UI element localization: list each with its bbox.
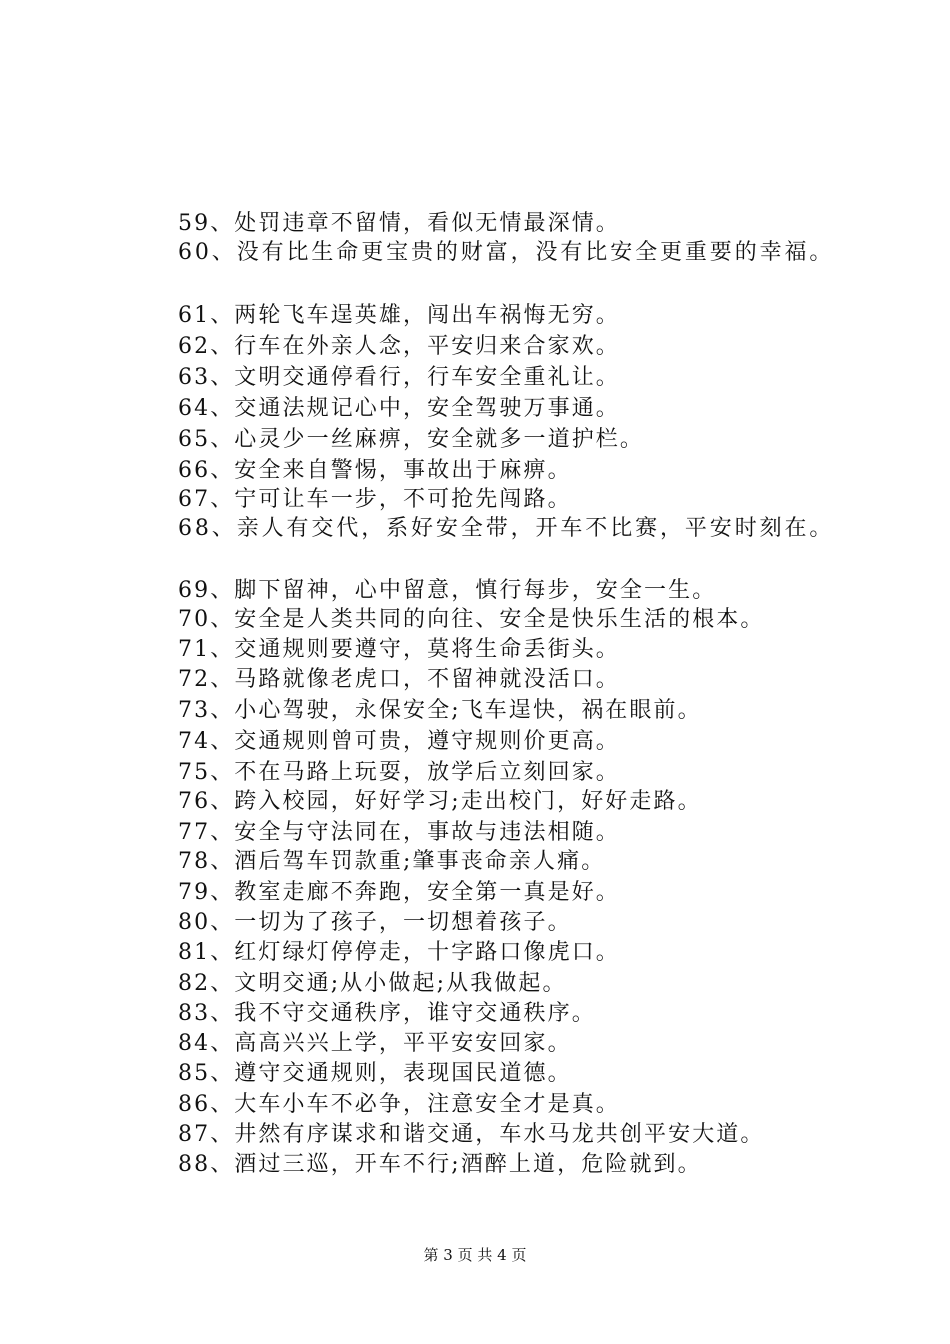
slogan-line: 72、马路就像老虎口，不留神就没活口。 — [178, 667, 620, 692]
slogan-line: 79、教室走廊不奔跑，安全第一真是好。 — [178, 880, 620, 905]
slogan-line: 84、高高兴兴上学，平平安安回家。 — [178, 1031, 572, 1056]
slogan-line: 70、安全是人类共同的向往、安全是快乐生活的根本。 — [178, 607, 765, 632]
slogan-line: 76、跨入校园，好好学习;走出校门，好好走路。 — [178, 789, 702, 814]
slogan-line: 69、脚下留神，心中留意，慎行每步，安全一生。 — [178, 578, 717, 603]
slogan-line: 59、处罚违章不留情，看似无情最深情。 — [178, 211, 620, 236]
slogan-line: 63、文明交通停看行，行车安全重礼让。 — [178, 365, 620, 390]
slogan-line: 75、不在马路上玩耍，放学后立刻回家。 — [178, 760, 620, 785]
slogan-line: 61、两轮飞车逞英雄，闯出车祸悔无穷。 — [178, 303, 620, 328]
slogan-line: 77、安全与守法同在，事故与违法相随。 — [178, 820, 620, 845]
slogan-line: 82、文明交通;从小做起;从我做起。 — [178, 971, 567, 996]
slogan-line: 81、红灯绿灯停停走，十字路口像虎口。 — [178, 940, 620, 965]
slogan-line: 78、酒后驾车罚款重;肇事丧命亲人痛。 — [178, 849, 606, 874]
slogan-line: 71、交通规则要遵守，莫将生命丢街头。 — [178, 637, 620, 662]
page-number-footer: 第 3 页 共 4 页 — [423, 1246, 527, 1264]
slogan-line: 86、大车小车不必争，注意安全才是真。 — [178, 1092, 620, 1117]
slogan-line: 73、小心驾驶，永保安全;飞车逞快，祸在眼前。 — [178, 698, 702, 723]
slogan-line: 68、亲人有交代，系好安全带，开车不比赛，平安时刻在。 — [178, 516, 835, 541]
slogan-line: 64、交通法规记心中，安全驾驶万事通。 — [178, 396, 620, 421]
slogan-line: 88、酒过三巡，开车不行;酒醉上道，危险就到。 — [178, 1152, 702, 1177]
slogan-line: 62、行车在外亲人念，平安归来合家欢。 — [178, 334, 620, 359]
slogan-line: 83、我不守交通秩序，谁守交通秩序。 — [178, 1001, 596, 1026]
slogan-line: 80、一切为了孩子，一切想着孩子。 — [178, 910, 572, 935]
slogan-line: 66、安全来自警惕，事故出于麻痹。 — [178, 458, 572, 483]
slogan-line: 87、井然有序谋求和谐交通，车水马龙共创平安大道。 — [178, 1122, 765, 1147]
slogan-line: 74、交通规则曾可贵，遵守规则价更高。 — [178, 729, 620, 754]
slogan-line: 60、没有比生命更宝贵的财富，没有比安全更重要的幸福。 — [178, 240, 835, 265]
slogan-line: 67、宁可让车一步，不可抢先闯路。 — [178, 487, 572, 512]
slogan-line: 85、遵守交通规则，表现国民道德。 — [178, 1061, 572, 1086]
slogan-line: 65、心灵少一丝麻痹，安全就多一道护栏。 — [178, 427, 644, 452]
